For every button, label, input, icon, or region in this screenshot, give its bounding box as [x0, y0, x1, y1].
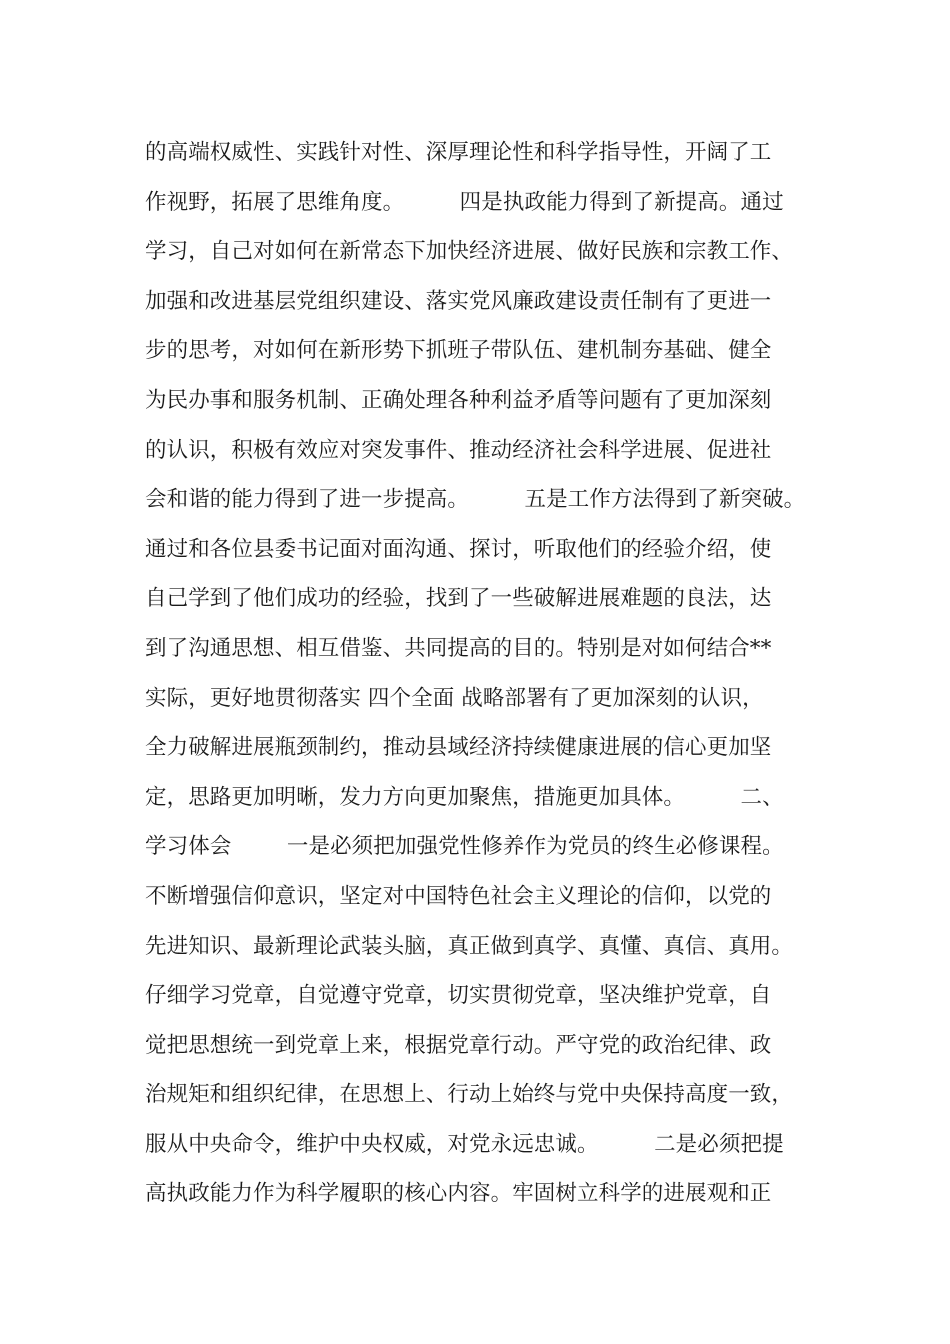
- text-line: 加强和改进基层党组织建设、落实党风廉政建设责任制有了更进一: [145, 288, 772, 314]
- text-line: 步的思考，对如何在新形势下抓班子带队伍、建机制夯基础、健全: [145, 338, 772, 364]
- text-line: 不断增强信仰意识，坚定对中国特色社会主义理论的信仰，以党的: [145, 883, 772, 909]
- text-line: 定，思路更加明晰，发力方向更加聚焦，措施更加具体。 二、: [145, 784, 784, 810]
- text-line: 会和谐的能力得到了进一步提高。 五是工作方法得到了新突破。: [145, 487, 806, 513]
- text-line: 自己学到了他们成功的经验，找到了一些破解进展难题的良法，达: [145, 586, 772, 612]
- text-line: 到了沟通思想、相互借鉴、共同提高的目的。特别是对如何结合**: [145, 635, 772, 661]
- text-line: 先进知识、最新理论武装头脑，真正做到真学、真懂、真信、真用。: [145, 933, 794, 959]
- text-line: 实际，更好地贯彻落实 四个全面 战略部署有了更加深刻的认识，: [145, 685, 764, 711]
- text-line: 的认识，积极有效应对突发事件、推动经济社会科学进展、促进社: [145, 437, 772, 463]
- text-line: 通过和各位县委书记面对面沟通、探讨，听取他们的经验介绍，使: [145, 536, 772, 562]
- text-line: 的高端权威性、实践针对性、深厚理论性和科学指导性，开阔了工: [145, 140, 772, 165]
- text-line: 服从中央命令，维护中央权威，对党永远忠诚。 二是必须把提: [145, 1131, 784, 1157]
- text-line: 治规矩和组织纪律，在思想上、行动上始终与党中央保持高度一致，: [145, 1082, 794, 1108]
- body-text: [145, 128, 835, 1219]
- text-line: 学习，自己对如何在新常态下加快经济进展、做好民族和宗教工作、: [145, 239, 794, 265]
- text-line: 高执政能力作为科学履职的核心内容。牢固树立科学的进展观和正: [145, 1181, 772, 1207]
- text-line: 作视野，拓展了思维角度。 四是执政能力得到了新提高。通过: [145, 189, 784, 215]
- text-line: 学习体会 一是必须把加强党性修养作为党员的终生必修课程。: [145, 834, 784, 860]
- text-line: 仔细学习党章，自觉遵守党章，切实贯彻党章，坚决维护党章，自: [145, 983, 772, 1009]
- text-line: 觉把思想统一到党章上来，根据党章行动。严守党的政治纪律、政: [145, 1032, 772, 1058]
- text-line: 全力破解进展瓶颈制约，推动县域经济持续健康进展的信心更加坚: [145, 735, 772, 761]
- text-line: 为民办事和服务机制、正确处理各种利益矛盾等问题有了更加深刻: [145, 387, 772, 413]
